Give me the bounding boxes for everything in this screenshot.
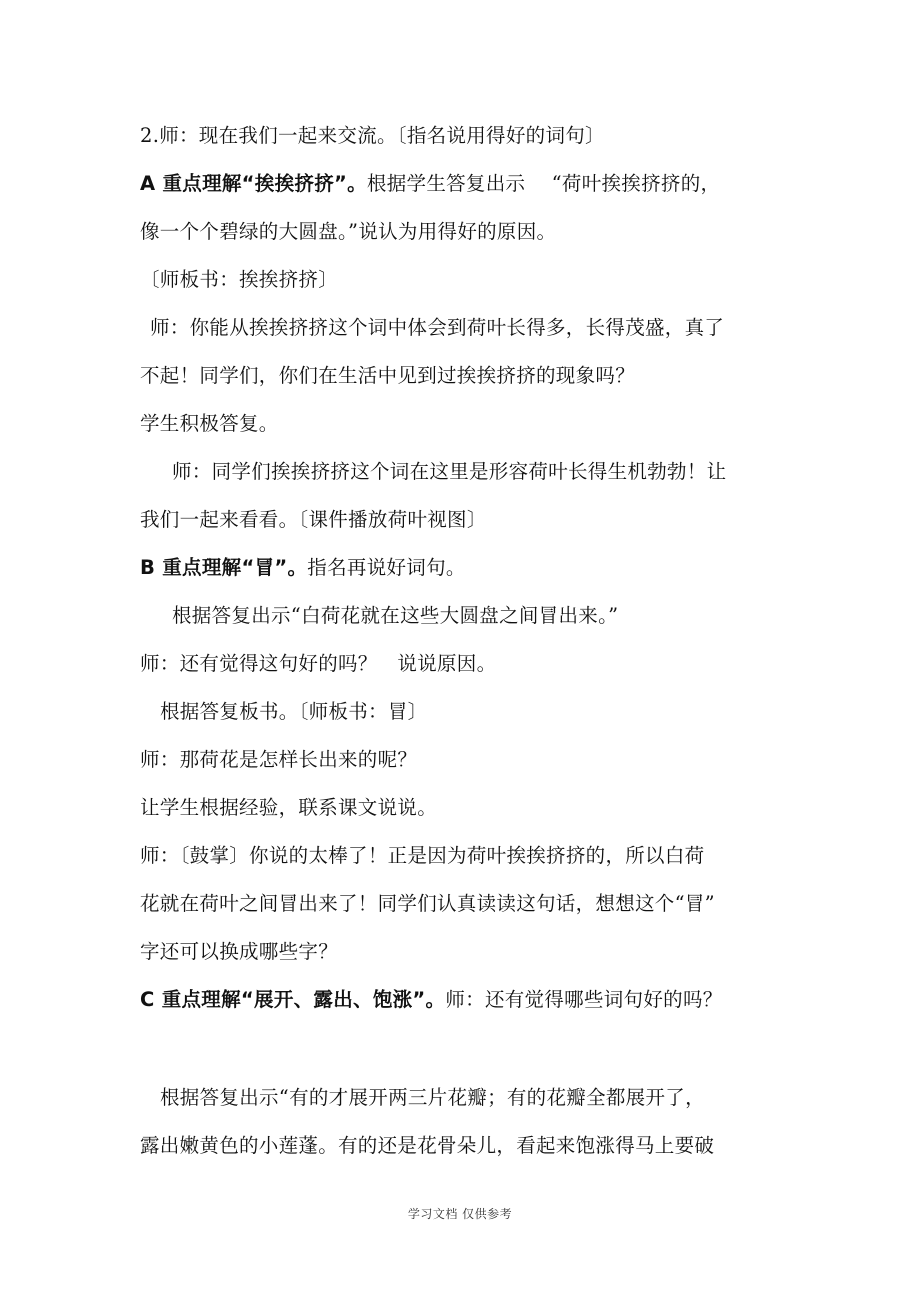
section-heading-b: B 重点理解“冒”。 bbox=[140, 556, 308, 579]
text-line: 像一个个碧绿的大圆盘。”说认为用得好的原因。 bbox=[140, 220, 557, 243]
text-line: 花就在荷叶之间冒出来了！同学们认真读读这句话，想想这个“冒” bbox=[140, 892, 715, 915]
text-line: 师：〔鼓掌〕你说的太棒了！正是因为荷叶挨挨挤挤的，所以白荷 bbox=[140, 844, 705, 867]
text-line: 学生积极答复。 bbox=[140, 412, 279, 435]
text-line: 〔师板书：挨挨挤挤〕 bbox=[140, 268, 339, 291]
text-line: 根据答复出示“白荷花就在这些大圆盘之间冒出来。” bbox=[172, 604, 619, 627]
text-line: 师：同学们挨挨挤挤这个词在这里是形容荷叶长得生机勃勃！让 bbox=[172, 460, 727, 483]
text-line: 不起！同学们，你们在生活中见到过挨挨挤挤的现象吗？ bbox=[140, 364, 636, 387]
text-line: 2.师：现在我们一起来交流。〔指名说用得好的词句〕 bbox=[140, 124, 605, 147]
page-footer: 学习文档 仅供参考 bbox=[407, 1207, 513, 1221]
text-line: A 重点理解“挨挨挤挤”。根据学生答复出示 “荷叶挨挨挤挤的， bbox=[140, 172, 721, 195]
section-heading-a: A 重点理解“挨挨挤挤”。 bbox=[140, 172, 367, 195]
text-line: 根据答复板书。〔师板书：冒〕 bbox=[160, 700, 428, 723]
text-line: 让学生根据经验，联系课文说说。 bbox=[140, 796, 438, 819]
text-line: 字还可以换成哪些字？ bbox=[140, 940, 339, 963]
text-line: 师：那荷花是怎样长出来的呢？ bbox=[140, 748, 418, 771]
text-line: 我们一起来看看。〔课件播放荷叶视图〕 bbox=[140, 508, 487, 531]
text-line: 师：还有觉得这句好的吗？ 说说原因。 bbox=[140, 652, 497, 675]
text-line: C 重点理解“展开、露出、饱涨”。师：还有觉得哪些词句好的吗？ bbox=[140, 988, 723, 1011]
text-line: 露出嫩黄色的小莲蓬。有的还是花骨朵儿，看起来饱涨得马上要破 bbox=[140, 1134, 715, 1157]
section-heading-c: C 重点理解“展开、露出、饱涨”。 bbox=[140, 988, 446, 1011]
text-line: 根据答复出示“有的才展开两三片花瓣；有的花瓣全都展开了， bbox=[160, 1086, 705, 1109]
text-line: B 重点理解“冒”。指名再说好词句。 bbox=[140, 556, 466, 579]
text-line: 师：你能从挨挨挤挤这个词中体会到荷叶长得多，长得茂盛，真了 bbox=[150, 316, 725, 339]
